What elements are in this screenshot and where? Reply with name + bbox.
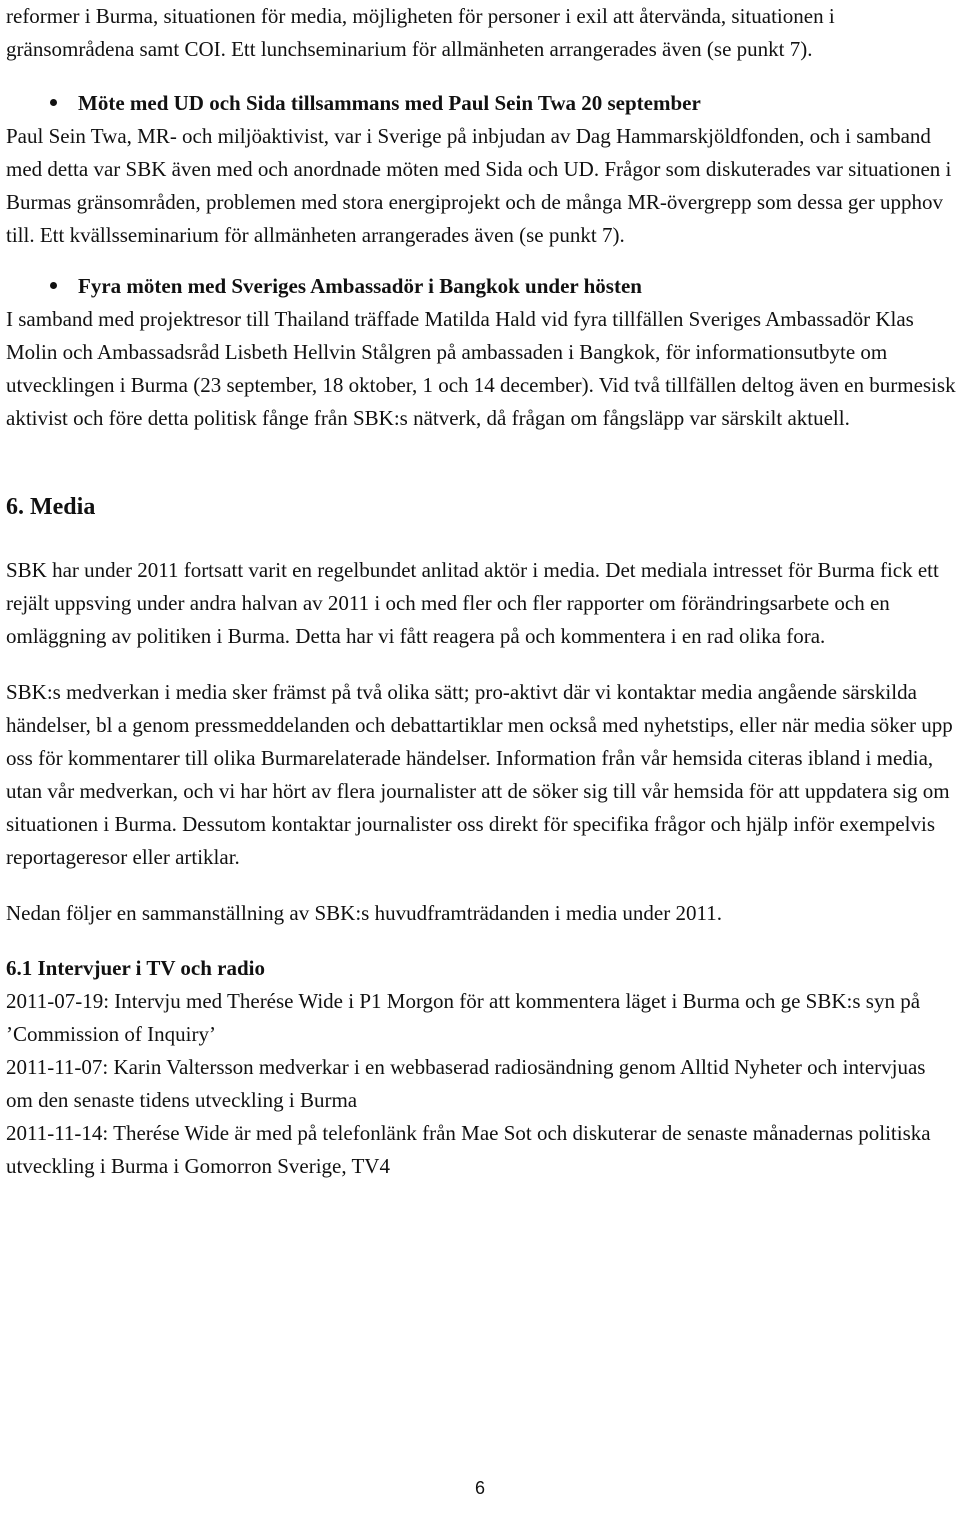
bullet-dot-icon bbox=[50, 282, 57, 289]
interview-entry: 2011-11-07: Karin Valtersson medverkar i en webbaserad radiosändning genom Alltid Nyheter och intervjuas om den senaste tidens utveckling i Burma bbox=[6, 1055, 926, 1112]
bullet-body: I samband med projektresor till Thailand träffade Matilda Hald vid fyra tillfällen Sveriges Ambassadör Klas Molin och Ambassadsråd Lisbeth Hellvin Stålgren på ambassaden i Bangkok, för informationsutbyte om utvecklingen i Burma (23 september, 18 oktober, 1 och 14 december). Vid två tillfällen deltog även en burmesisk aktivist och före detta politisk fånge från SBK:s nätverk, då frågan om fångsläpp var särskilt aktuell. bbox=[6, 307, 956, 430]
interview-entry: 2011-07-19: Intervju med Therése Wide i P1 Morgon för att kommentera läget i Burma och ge SBK:s syn på ’Commission of Inquiry’ bbox=[6, 989, 921, 1046]
interview-list bbox=[6, 985, 956, 1183]
page-number: 6 bbox=[474, 1478, 485, 1498]
document-page bbox=[6, 0, 956, 1183]
section-title: 6. Media bbox=[6, 494, 96, 520]
media-paragraph-1: SBK har under 2011 fortsatt varit en regelbundet anlitad aktör i media. Det mediala intresset för Burma fick ett rejält uppsving under andra halvan av 2011 i och med fler och fler rapporter om förändringsarbete och en omläggning av politiken i Burma. Detta har vi fått reagera på och kommentera i en rad olika fora. bbox=[6, 558, 939, 648]
bullet-heading bbox=[6, 87, 956, 120]
bullet-item bbox=[6, 87, 956, 252]
bullet-item bbox=[6, 270, 956, 435]
bullet-heading bbox=[6, 270, 956, 303]
subsection-title: 6.1 Intervjuer i TV och radio bbox=[6, 956, 266, 980]
interview-entry: 2011-11-14: Therése Wide är med på telefonlänk från Mae Sot och diskuterar de senaste månadernas politiska utveckling i Burma i Gomorron Sverige, TV4 bbox=[6, 1121, 931, 1178]
bullet-dot-icon bbox=[50, 99, 57, 106]
bullet-body: Paul Sein Twa, MR- och miljöaktivist, var i Sverige på inbjudan av Dag Hammarskjöldfonden, och i samband med detta var SBK även med och anordnade möten med Sida och UD. Frågor som diskuterades var situationen i Burmas gränsområden, problemen med stora energiprojekt och de många MR-övergrepp som dessa ger upphov till. Ett kvällsseminarium för allmänheten arrangerades även (se punkt 7). bbox=[6, 124, 952, 247]
intro-paragraph: reformer i Burma, situationen för media, möjligheten för personer i exil att återvända, situationen i gränsområdena samt COI. Ett lunchseminarium för allmänheten arrangerades även (se punkt 7). bbox=[6, 4, 835, 61]
bullet-heading-text: Fyra möten med Sveriges Ambassadör i Bangkok under hösten bbox=[78, 274, 642, 298]
bullet-heading-text: Möte med UD och Sida tillsammans med Paul Sein Twa 20 september bbox=[78, 91, 701, 115]
media-paragraph-3: Nedan följer en sammanställning av SBK:s huvudframträdanden i media under 2011. bbox=[6, 901, 722, 925]
media-paragraph-2: SBK:s medverkan i media sker främst på två olika sätt; pro-aktivt där vi kontaktar media angående särskilda händelser, bl a genom pressmeddelanden och debattartiklar men också med nyhetstips, eller när media söker upp oss för kommentarer till olika Burmarelaterade händelser. Information från vår hemsida citeras ibland i media, utan vår medverkan, och vi har hört av flera journalister att de söker sig till vår hemsida för att uppdatera sig om situationen i Burma. Dessutom kontaktar journalister oss direkt för specifika frågor och hjälp inför exempelvis reportageresor eller artiklar. bbox=[6, 680, 953, 869]
